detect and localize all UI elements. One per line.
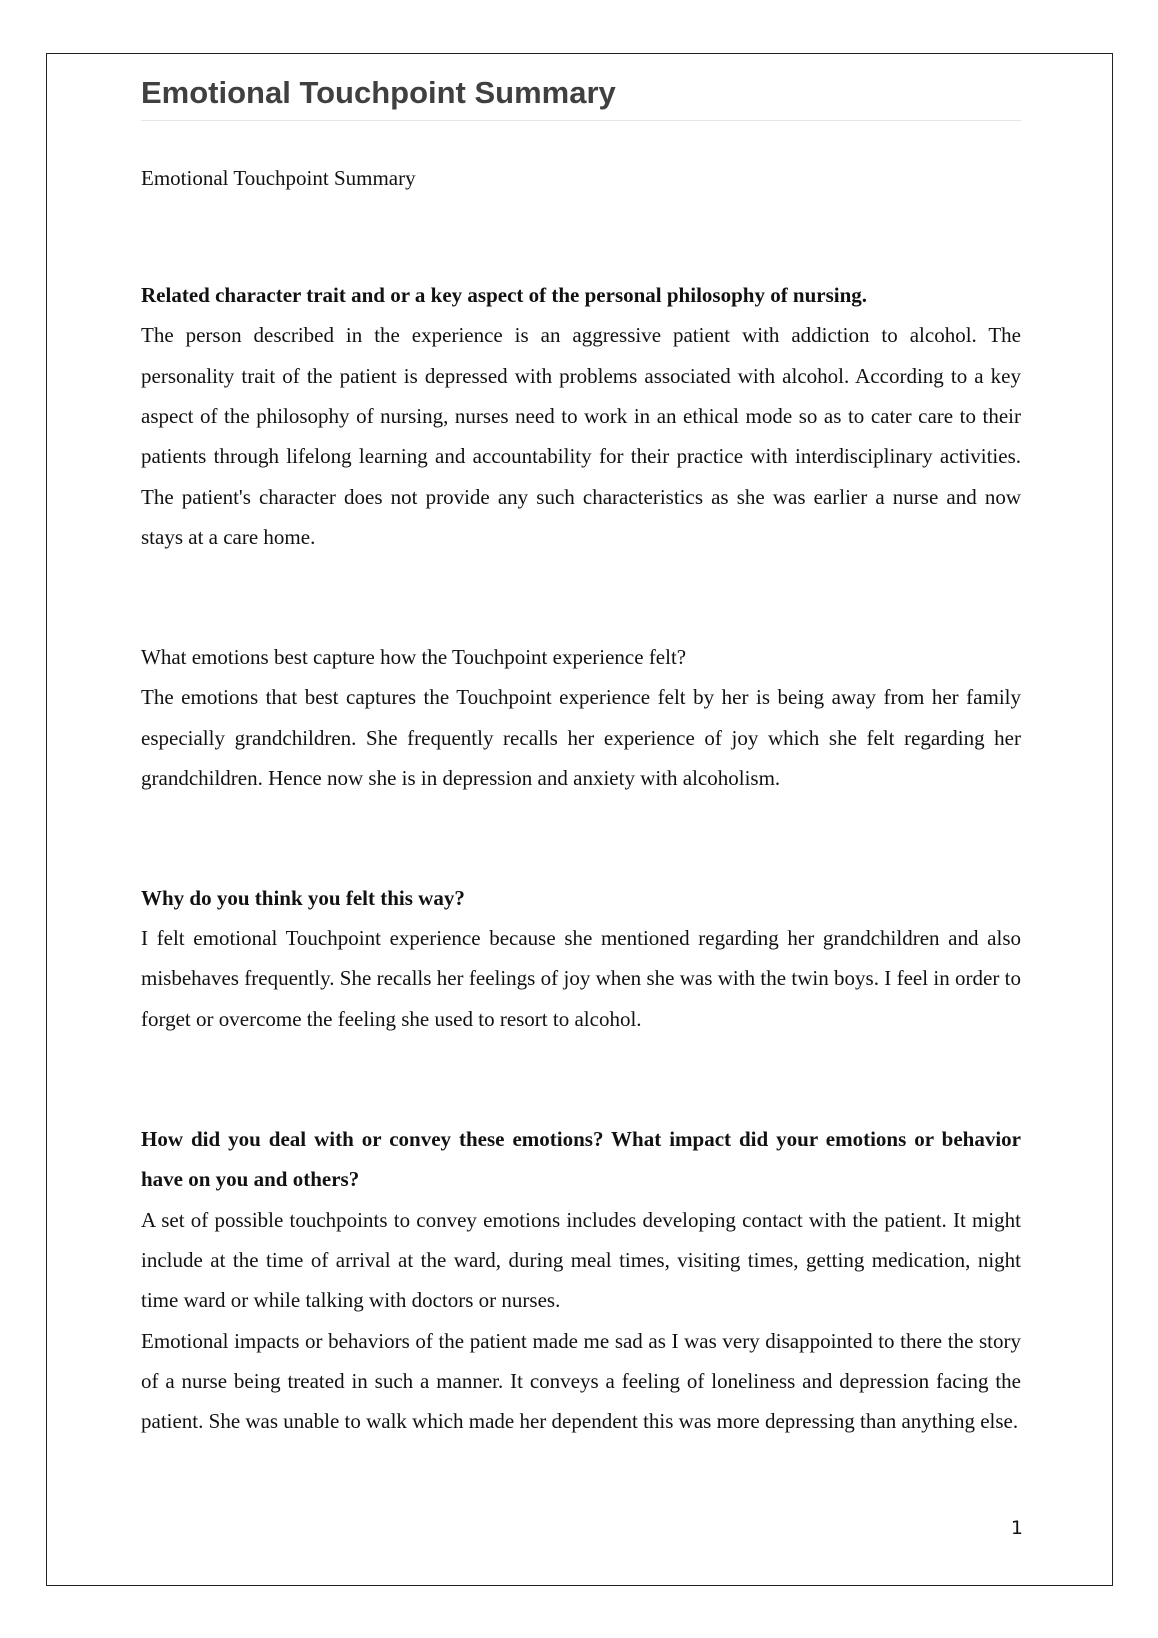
section-paragraph: A set of possible touchpoints to convey emotions includes developing contact with the patient. It might include at the time of arrival at the ward, during meal times, visiting times, getting medication, night time ward or while talking with doctors or nurses. xyxy=(141,1207,1021,1313)
section-heading: Related character trait and or a key aspect of the personal philosophy of nursing. xyxy=(141,283,868,308)
section-emotions xyxy=(141,637,1021,798)
section-heading: What emotions best capture how the Touchpoint experience felt? xyxy=(141,645,687,670)
section-paragraph: I felt emotional Touchpoint experience because she mentioned regarding her grandchildren and also misbehaves frequently. She recalls her feelings of joy when she was with the twin boys. I feel in order to forget or overcome the feeling she used to resort to alcohol. xyxy=(141,926,1021,1031)
document-body xyxy=(141,74,1021,1441)
page-number: 1 xyxy=(1010,1517,1023,1539)
document-title: Emotional Touchpoint Summary xyxy=(141,74,1021,121)
section-heading: Why do you think you felt this way? xyxy=(141,886,465,911)
section-why-felt xyxy=(141,878,1021,1039)
section-deal-with-emotions xyxy=(141,1119,1021,1441)
section-paragraph: The person described in the experience is an aggressive patient with addiction to alcohol. The personality trait of the patient is depressed with problems associated with alcohol. According to a key aspect of the philosophy of nursing, nurses need to work in an ethical mode so as to cater care to their patients through lifelong learning and accountability for their practice with interdisciplinary activities. The patient's character does not provide any such characteristics as she was earlier a nurse and now stays at a care home. xyxy=(141,323,1021,549)
section-character-trait xyxy=(141,275,1021,557)
section-heading: How did you deal with or convey these emotions? What impact did your emotions or behavior have on you and others? xyxy=(141,1127,1021,1192)
document-subtitle: Emotional Touchpoint Summary xyxy=(141,166,416,191)
section-paragraph: Emotional impacts or behaviors of the patient made me sad as I was very disappointed to there the story of a nurse being treated in such a manner. It conveys a feeling of loneliness and depression facing the patient. She was unable to walk which made her dependent this was more depressing than anything else. xyxy=(141,1328,1021,1434)
section-paragraph: The emotions that best captures the Touchpoint experience felt by her is being away from her family especially grandchildren. She frequently recalls her experience of joy which she felt regarding her grandchildren. Hence now she is in depression and anxiety with alcoholism. xyxy=(141,685,1021,790)
